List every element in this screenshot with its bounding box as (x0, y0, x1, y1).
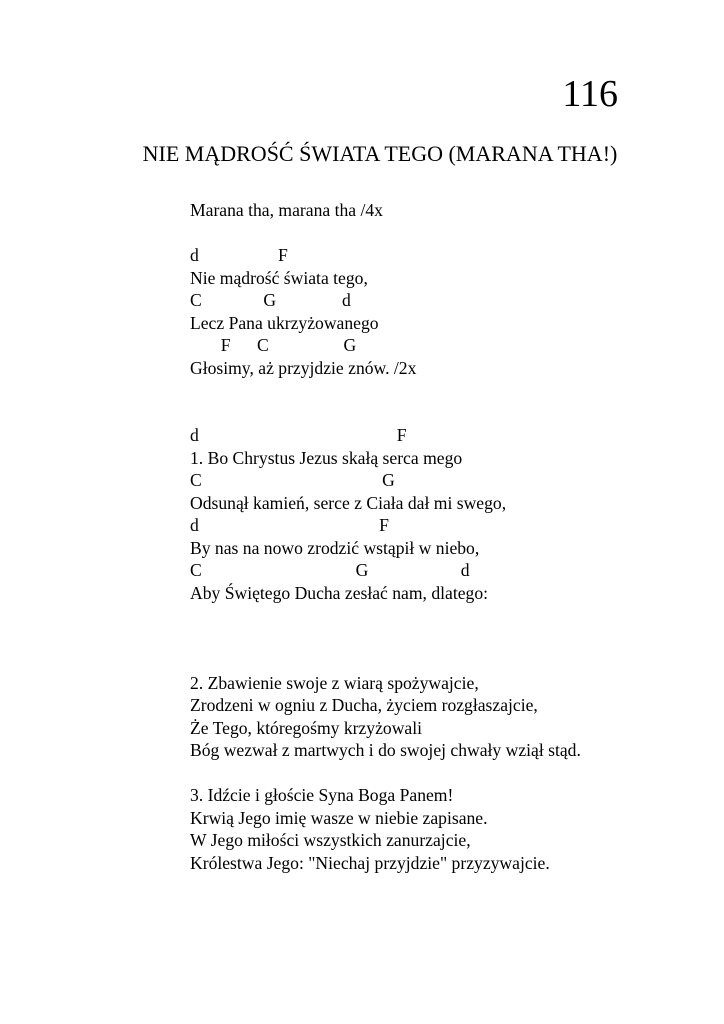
page-number: 116 (562, 73, 618, 115)
chord-line: d F (190, 425, 407, 445)
lyric-line: By nas na nowo zrodzić wstąpił w niebo, (190, 537, 480, 558)
chord-line: C G (190, 470, 395, 490)
lyric-line: Zrodzeni w ogniu z Ducha, życiem rozgłaszajcie, (190, 695, 538, 715)
chord-line: F C G (190, 335, 357, 355)
lyric-line: Marana tha, marana tha /4x (190, 200, 383, 220)
lyric-line: W Jego miłości wszystkich zanurzajcie, (190, 830, 471, 850)
song-title: NIE MĄDROŚĆ ŚWIATA TEGO (MARANA THA!) (142, 141, 618, 166)
lyric-line: 1. Bo Chrystus Jezus skałą serca mego (190, 447, 463, 468)
lyric-line: Odsunął kamień, serce z Ciała dał mi swego, (190, 492, 507, 513)
lyric-line: Nie mądrość świata tego, (190, 267, 368, 288)
lyric-line (190, 222, 581, 245)
lyric-line: 3. Idźcie i głoście Syna Boga Panem! (190, 785, 454, 805)
lyric-line (190, 402, 581, 425)
chord-line: C G d (190, 290, 351, 310)
chord-line: d F (190, 245, 288, 265)
lyric-line: Lecz Pana ukrzyżowanego (190, 312, 379, 333)
lyric-line (190, 379, 581, 402)
lyric-line: Głosimy, aż przyjdzie znów. /2x (190, 357, 417, 378)
lyric-line (190, 627, 581, 650)
lyric-line: Królestwa Jego: "Niechaj przyjdzie" przyzywajcie. (190, 852, 550, 873)
lyric-line: Aby Świętego Ducha zesłać nam, dlatego: (190, 582, 489, 603)
lyric-line (190, 604, 581, 627)
chord-line: C G d (190, 560, 470, 580)
lyric-line: Że Tego, któregośmy krzyżowali (190, 717, 422, 738)
lyric-line: Bóg wezwał z martwych i do swojej chwały wziął stąd. (190, 740, 581, 760)
lyric-line: 2. Zbawienie swoje z wiarą spożywajcie, (190, 672, 479, 693)
chord-line: d F (190, 515, 389, 535)
lyric-line (190, 762, 581, 785)
song-body (190, 199, 581, 874)
lyric-line: Krwią Jego imię wasze w niebie zapisane. (190, 807, 488, 828)
lyric-line (190, 649, 581, 672)
